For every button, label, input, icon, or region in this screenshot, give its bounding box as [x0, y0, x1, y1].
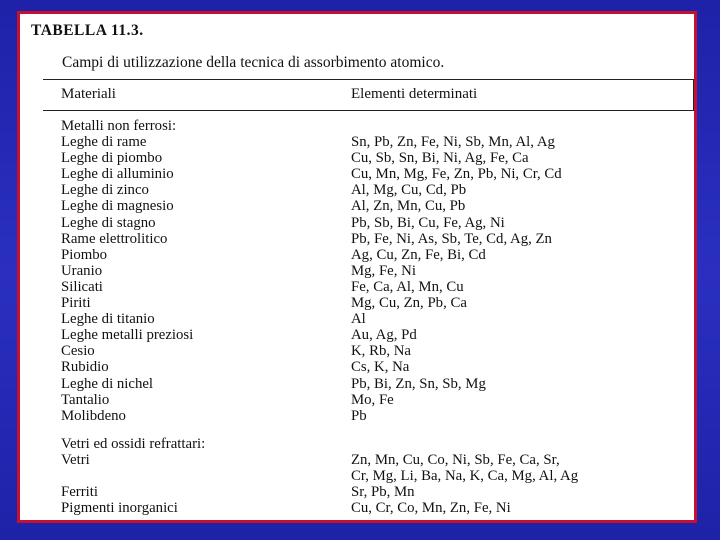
material-cell: Leghe di magnesio	[61, 198, 174, 215]
table-row	[20, 392, 694, 408]
table-row	[20, 452, 694, 468]
table-row	[20, 247, 694, 263]
table-row	[20, 468, 694, 484]
elements-cell: Fe, Ca, Al, Mn, Cu	[351, 278, 464, 295]
material-cell: Ferriti	[61, 484, 98, 501]
scanned-page	[20, 14, 694, 520]
table-row	[20, 484, 694, 500]
table-row	[20, 231, 694, 247]
material-cell: Molibdeno	[61, 407, 126, 424]
table-row	[20, 408, 694, 424]
table-row	[20, 343, 694, 359]
material-cell: Pigmenti inorganici	[61, 500, 178, 517]
material-cell: Cesio	[61, 343, 95, 360]
material-cell: Leghe di stagno	[61, 214, 156, 231]
table-row	[20, 134, 694, 150]
table-row	[20, 150, 694, 166]
material-cell: Silicati	[61, 278, 103, 295]
table-row	[20, 311, 694, 327]
material-cell: Leghe di piombo	[61, 150, 163, 167]
material-cell: Vetri ed ossidi refrattari:	[61, 435, 206, 452]
material-cell: Leghe di zinco	[61, 182, 149, 199]
elements-cell: Al, Mg, Cu, Cd, Pb	[351, 182, 467, 199]
elements-cell: Cu, Cr, Co, Mn, Zn, Fe, Ni	[351, 500, 511, 517]
table-caption: Campi di utilizzazione della tecnica di assorbimento atomico.	[62, 54, 445, 71]
table-body	[20, 118, 694, 516]
elements-cell: Cr, Mg, Li, Ba, Na, K, Ca, Mg, Al, Ag	[351, 467, 579, 484]
table-row	[20, 166, 694, 182]
material-cell: Tantalio	[61, 391, 110, 408]
table-row	[20, 279, 694, 295]
elements-cell: K, Rb, Na	[351, 343, 412, 360]
material-cell: Rame elettrolitico	[61, 230, 168, 247]
table-row	[20, 359, 694, 375]
elements-cell: Pb	[351, 407, 367, 424]
elements-cell: Cu, Sb, Sn, Bi, Ni, Ag, Fe, Ca	[351, 150, 529, 167]
table-title: TABELLA 11.3.	[31, 22, 144, 39]
table-row	[20, 263, 694, 279]
elements-cell: Mg, Cu, Zn, Pb, Ca	[351, 295, 467, 312]
material-cell: Piombo	[61, 246, 108, 263]
material-cell: Uranio	[61, 262, 103, 279]
table-row	[20, 118, 694, 134]
material-cell: Metalli non ferrosi:	[61, 118, 177, 134]
slide-frame	[17, 11, 697, 523]
table-row	[20, 327, 694, 343]
elements-cell: Al, Zn, Mn, Cu, Pb	[351, 198, 466, 215]
column-header-elements: Elementi determinati	[351, 86, 478, 102]
material-cell: Vetri	[61, 451, 90, 468]
table-row	[20, 424, 694, 436]
elements-cell: Au, Ag, Pd	[351, 327, 417, 344]
table-row	[20, 182, 694, 198]
table-row	[20, 198, 694, 214]
table-row	[20, 500, 694, 516]
elements-cell: Zn, Mn, Cu, Co, Ni, Sb, Fe, Ca, Sr,	[351, 451, 560, 468]
table-row	[20, 436, 694, 452]
elements-cell: Mo, Fe	[351, 391, 394, 408]
elements-cell: Pb, Sb, Bi, Cu, Fe, Ag, Ni	[351, 214, 505, 231]
material-cell: Leghe di alluminio	[61, 166, 174, 183]
column-header-materials: Materiali	[61, 86, 116, 102]
elements-cell: Ag, Cu, Zn, Fe, Bi, Cd	[351, 246, 486, 263]
material-cell: Leghe di titanio	[61, 311, 155, 328]
material-cell: Leghe di nichel	[61, 375, 154, 392]
material-cell: Rubidio	[61, 359, 109, 376]
elements-cell: Al	[351, 311, 366, 328]
table-row	[20, 376, 694, 392]
elements-cell: Sn, Pb, Zn, Fe, Ni, Sb, Mn, Al, Ag	[351, 134, 555, 151]
header-bottom-rule	[43, 110, 694, 111]
table-row	[20, 215, 694, 231]
material-cell: Leghe di rame	[61, 134, 147, 151]
elements-cell: Mg, Fe, Ni	[351, 262, 416, 279]
elements-cell: Cs, K, Na	[351, 359, 410, 376]
material-cell: Leghe metalli preziosi	[61, 327, 194, 344]
elements-cell: Pb, Bi, Zn, Sn, Sb, Mg	[351, 375, 486, 392]
elements-cell: Sr, Pb, Mn	[351, 484, 415, 501]
elements-cell: Cu, Mn, Mg, Fe, Zn, Pb, Ni, Cr, Cd	[351, 166, 562, 183]
header-right-rule	[693, 79, 694, 110]
elements-cell: Pb, Fe, Ni, As, Sb, Te, Cd, Ag, Zn	[351, 230, 552, 247]
material-cell: Piriti	[61, 295, 91, 312]
table-row	[20, 295, 694, 311]
top-rule	[43, 79, 694, 80]
